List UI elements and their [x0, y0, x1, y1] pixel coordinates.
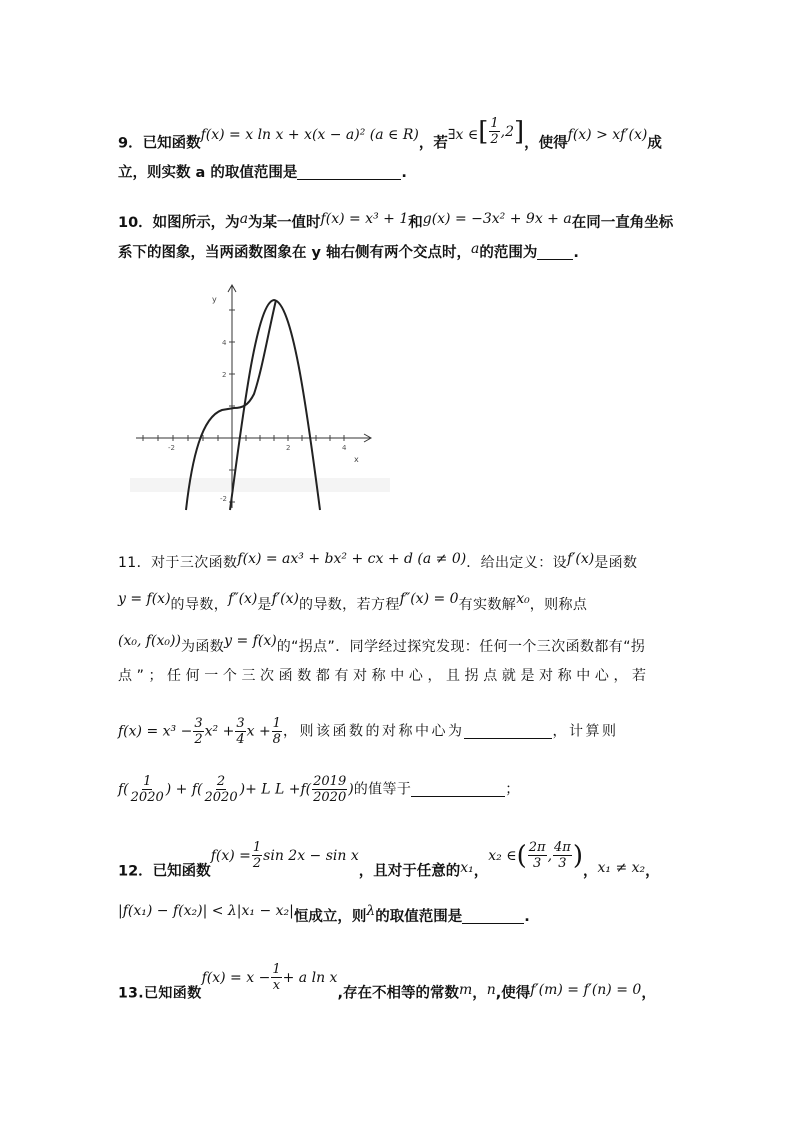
q12-comma: ， [473, 863, 489, 880]
q12-prefix: 12．已知函数 [118, 863, 211, 880]
q12-line2-t1: 恒成立，则 [293, 909, 367, 925]
q12-func-pre: f(x) = [210, 847, 251, 864]
y-tick-label-neg2: -2 [220, 495, 227, 503]
q11-line4 [118, 665, 678, 686]
q9-line2 [118, 162, 678, 183]
frac-num: 4π [554, 840, 571, 855]
q11-function: f(x) = ax³ + bx² + cx + d (a ≠ 0) [237, 551, 467, 567]
q9-text-ruo: ，若 [418, 135, 448, 152]
q9-line1 [118, 116, 678, 159]
x-tick-label-neg2: -2 [168, 444, 175, 452]
q9-line2-text: 立，则实数 a 的取值范围是 [118, 165, 298, 181]
q12-t1: ，且对于任意的 [358, 863, 461, 880]
q12-paren-left: ( [516, 840, 527, 871]
q13-t2: ,使得 [495, 985, 531, 1002]
q9-bracket-right: ] [513, 116, 525, 147]
q12-neq: x₁ ≠ x₂ [597, 859, 646, 876]
q12-frac-4pi-3 [553, 840, 572, 871]
frac-den: 2 [194, 732, 203, 747]
q10-line2-text: 系下的图象，当两函数图象在 y 轴右侧有两个交点时， [118, 245, 472, 261]
q12-answer-blank[interactable] [462, 923, 524, 924]
q11-suffix: 是函数 [594, 555, 638, 571]
q11-close-paren2: ) [348, 781, 354, 798]
x-axis-label: x [354, 455, 359, 464]
q10-prefix: 10．如图所示，为 [118, 215, 240, 231]
q11-f-c: f( [300, 781, 312, 798]
q11-frac-2-2020 [204, 774, 239, 805]
q11-prefix: 11．对于三次函数 [118, 555, 238, 571]
frac-den: 3 [533, 856, 542, 871]
frac-num: 1 [143, 774, 152, 789]
frac-den: 4 [236, 732, 245, 747]
q10-line2-text2: 的范围为 [479, 245, 538, 261]
q12-x1: x₁ [460, 859, 474, 876]
q11-dots: + L L + [245, 781, 301, 798]
q11-frac-2019-2020 [312, 774, 347, 805]
q9-exists: ∃x ∈ [447, 126, 479, 143]
q13-comma: ， [472, 985, 487, 1002]
q11-f-pre: f(x) = x³ − [118, 723, 193, 740]
q12-frac-2pi-3 [528, 840, 547, 871]
q10-function-g: g(x) = −3x² + 9x + a [422, 211, 572, 227]
q10-end: . [573, 245, 579, 261]
q9-prefix: 9．已知函数 [118, 135, 201, 152]
q11-f-mid2: x + [246, 723, 271, 740]
q11-line3-t1: 为函数 [180, 639, 225, 655]
q10-line1 [118, 212, 678, 233]
q13-m: m [458, 981, 473, 998]
q10-he: 和 [408, 215, 423, 231]
q12-paren-right: ) [572, 840, 584, 871]
q9-text-shide: ，使得 [524, 135, 568, 152]
q12-inequality: |f(x₁) − f(x₂)| < λ|x₁ − x₂| [118, 903, 294, 919]
q12-line1-end: ， [645, 863, 660, 880]
q10-function-graph [130, 282, 390, 514]
q11-line3-t2: 的“拐点”．同学经过探究发现：任何一个三次函数都有“拐 [276, 639, 646, 655]
q9-function: f(x) = x ln x + x(x − a)² (a ∈ R) [200, 126, 419, 143]
q9-interval-end: ,2 [500, 123, 514, 140]
frac-num: 2 [216, 774, 226, 789]
frac-den: 8 [272, 732, 281, 747]
frac-num: 2019 [313, 774, 347, 789]
q11-line2-t2: 是 [257, 597, 272, 613]
q9-end: . [401, 165, 407, 181]
q9-suffix: 成 [647, 135, 662, 152]
q11-f-a: f( [118, 781, 129, 798]
frac-num: 2π [528, 840, 546, 855]
q11-point: (x₀, f(x₀)) [118, 633, 181, 649]
y-axis-label: y [212, 295, 217, 304]
q11-plus-f: ) + f( [165, 781, 203, 798]
q13-end: ， [641, 985, 656, 1002]
q11-line1 [118, 552, 678, 573]
q11-line2-t3: 的导数，若方程 [298, 597, 400, 613]
q11-line2-t1: 的导数， [170, 597, 229, 613]
q11-line2-t5: ，则称点 [529, 597, 588, 613]
q11-frac-3-4 [235, 716, 245, 747]
q13-prefix: 13.已知函数 [118, 985, 202, 1002]
q11-mid: ．给出定义：设 [466, 555, 568, 571]
q12-func-post: sin 2x − sin x [263, 847, 359, 864]
scan-artifact [130, 478, 390, 492]
frac-den: 3 [558, 856, 567, 871]
q12-line2 [118, 903, 678, 927]
q12-comma2: ， [583, 863, 598, 880]
x-tick-label-2: 2 [286, 444, 291, 452]
frac-den: 2 [490, 132, 499, 147]
q11-sum-blank[interactable] [411, 796, 505, 797]
q12-interval-comma: , [547, 847, 553, 864]
q11-center-blank[interactable] [464, 738, 552, 739]
q10-answer-blank[interactable] [537, 259, 573, 260]
q9-inequality: f(x) > xf′(x) [567, 126, 648, 143]
q11-frac-3-2 [193, 716, 203, 747]
q11-x0: x₀ [516, 591, 530, 607]
q10-var-a: a [239, 211, 249, 227]
y-tick-label-2: 2 [222, 371, 227, 379]
q11-equation: f″(x) = 0 [399, 591, 459, 607]
q11-line2-t4: 有实数解 [458, 597, 517, 613]
q9-interval-frac [489, 116, 499, 147]
q11-frac-1-2020 [130, 774, 165, 805]
q11-fprime2: f′(x) [271, 591, 299, 607]
q11-fdoubleprime: f″(x) [228, 591, 258, 607]
q12-line2-t2: 的取值范围是 [375, 909, 463, 925]
q12-lambda: λ [366, 903, 376, 919]
q13-t1: ,存在不相等的常数 [337, 985, 459, 1002]
q13-frac-1-x [271, 962, 281, 993]
q10-line2 [118, 242, 678, 263]
frac-num: 1 [252, 840, 262, 855]
frac-num: 3 [236, 716, 245, 731]
q11-end: ； [505, 781, 520, 798]
q10-function-f: f(x) = x³ + 1 [320, 211, 409, 227]
frac-den: 2020 [130, 790, 164, 805]
q12-frac-half [252, 840, 262, 871]
q13-n: n [486, 981, 496, 998]
q11-line6-t1: 的值等于 [353, 781, 412, 798]
q10-suffix: 在同一直角坐标 [571, 215, 674, 231]
q10-var-a2: a [471, 241, 480, 257]
q9-answer-blank[interactable] [297, 179, 401, 180]
q9-bracket-left: [ [478, 116, 489, 147]
frac-num: 1 [272, 962, 281, 977]
q13-equation: f′(m) = f′(n) = 0 [530, 981, 642, 998]
q11-line6 [118, 774, 678, 805]
q11-fprime: f′(x) [567, 551, 595, 567]
frac-num: 1 [490, 116, 499, 131]
frac-num: 1 [272, 716, 281, 731]
q11-close-paren: ) [239, 781, 246, 798]
frac-den: 2 [252, 856, 262, 871]
q11-y-eq: y = f(x) [118, 591, 171, 607]
frac-den: 2020 [204, 790, 238, 805]
q10-mid: 为某一值时 [248, 215, 321, 231]
q11-f-mid: x² + [204, 723, 235, 740]
q11-line3 [118, 633, 678, 657]
q13-line1 [118, 962, 678, 1009]
x-tick-label-4: 4 [342, 444, 347, 452]
frac-num: 3 [194, 716, 203, 731]
q11-line5-t2: ，计算则 [552, 723, 619, 740]
q11-line5 [118, 716, 678, 747]
q13-func-post: + a ln x [282, 969, 338, 986]
q11-y-eq2: y = f(x) [224, 633, 277, 649]
q13-func-pre: f(x) = x − [201, 969, 271, 986]
frac-den: 2020 [313, 790, 347, 805]
y-tick-label-4: 4 [222, 339, 227, 347]
q11-line2 [118, 591, 678, 615]
q11-frac-1-8 [272, 716, 282, 747]
q11-line4-text: 点”；任何一个三次函数都有对称中心，且拐点就是对称中心，若 [118, 668, 651, 684]
q12-end: . [524, 909, 530, 925]
frac-den: x [272, 978, 281, 993]
q12-x2-in: x₂ ∈ [488, 847, 517, 864]
q11-line5-t1: ，则该函数的对称中心为 [282, 723, 465, 740]
